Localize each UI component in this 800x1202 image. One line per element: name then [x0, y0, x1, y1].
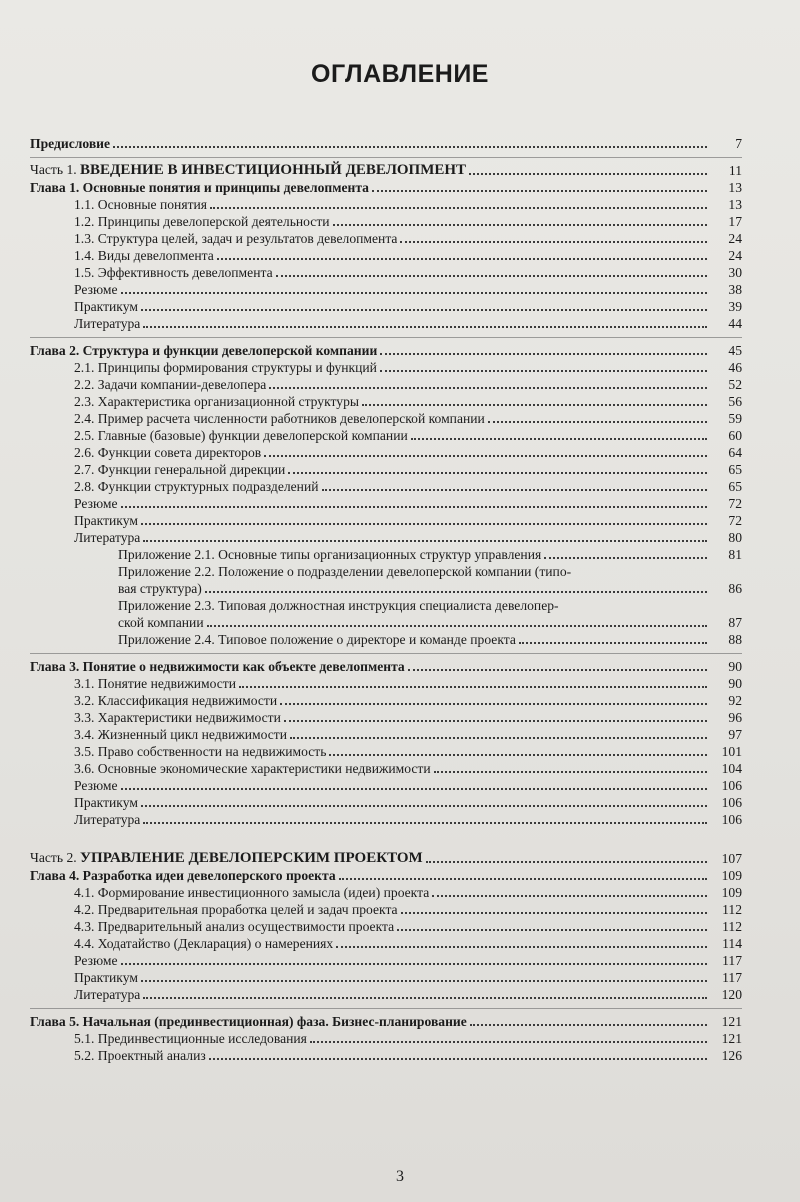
toc-entry-page: 90	[728, 659, 742, 674]
toc-entry-title: Резюме	[74, 496, 118, 511]
toc-entry-page: 107	[721, 851, 742, 866]
toc-entry-title: 2.7. Функции генеральной дирекции	[74, 462, 286, 477]
toc-entry	[30, 213, 742, 230]
toc-entry	[30, 614, 742, 631]
dot-leader	[519, 642, 707, 644]
dot-leader	[264, 455, 707, 457]
toc-entry	[30, 478, 742, 495]
toc-entry-page: 90	[728, 676, 742, 691]
toc-entry-page: 59	[728, 411, 742, 426]
toc-entry	[30, 631, 742, 648]
dot-leader	[432, 895, 707, 897]
toc-entry-title: 2.5. Главные (базовые) функции девелоперской компании	[74, 428, 408, 443]
toc-entry-title: Предисловие	[30, 136, 111, 151]
toc-entry-page: 97	[728, 727, 742, 742]
toc-entry-page: 106	[721, 795, 742, 810]
dot-leader	[469, 173, 707, 175]
toc-entry	[30, 884, 742, 901]
dot-leader	[380, 353, 707, 355]
toc-entry-title: Приложение 2.1. Основные типы организационных структур управления	[118, 547, 542, 562]
toc-entry-page: 24	[728, 248, 742, 263]
toc-entry-title: Резюме	[74, 953, 118, 968]
toc-entry-page: 65	[728, 479, 742, 494]
toc-entry	[30, 529, 742, 546]
toc-entry	[30, 760, 742, 777]
toc-entry-title: 2.4. Пример расчета численности работников девелоперской компании	[74, 411, 485, 426]
toc-entry	[30, 179, 742, 196]
toc-entry	[30, 281, 742, 298]
dot-leader	[322, 489, 707, 491]
toc-entry-title: Литература	[74, 987, 141, 1002]
toc-entry-title: Глава 3. Понятие о недвижимости как объекте девелопмента	[30, 659, 405, 674]
toc-entry-page: 17	[728, 214, 742, 229]
toc-entry-page: 30	[728, 265, 742, 280]
toc-entry	[30, 867, 742, 884]
dot-leader	[141, 805, 707, 807]
toc-entry	[30, 427, 742, 444]
page-number: 3	[396, 1168, 404, 1185]
toc-entry-page: 46	[728, 360, 742, 375]
toc-entry-title: Практикум	[74, 299, 138, 314]
toc-entry-page: 112	[722, 919, 742, 934]
toc-entry-title: 1.4. Виды девелопмента	[74, 248, 214, 263]
dot-leader	[329, 754, 707, 756]
toc-entry-page: 72	[728, 496, 742, 511]
toc-entry-title: 4.2. Предварительная проработка целей и задач проекта	[74, 902, 398, 917]
toc-entry-title: 1.2. Принципы девелоперской деятельности	[74, 214, 330, 229]
toc-entry	[30, 597, 742, 614]
toc-entry-page: 106	[721, 812, 742, 827]
toc-entry	[30, 1047, 742, 1064]
toc-entry	[30, 495, 742, 512]
toc-entry-title: 3.2. Классификация недвижимости	[74, 693, 278, 708]
toc-entry	[30, 298, 742, 315]
toc-entry-page: 64	[728, 445, 742, 460]
dot-leader	[121, 506, 707, 508]
dot-leader	[205, 591, 707, 593]
table-of-contents	[30, 135, 742, 1064]
toc-entry-title: Глава 4. Разработка идеи девелоперского проекта	[30, 868, 336, 883]
toc-entry-page: 120	[721, 987, 742, 1002]
toc-entry	[30, 901, 742, 918]
toc-entry	[30, 247, 742, 264]
dot-leader	[290, 737, 707, 739]
toc-entry-page: 86	[728, 581, 742, 596]
toc-entry-page: 56	[728, 394, 742, 409]
toc-entry-title: Литература	[74, 316, 141, 331]
dot-leader	[121, 788, 707, 790]
toc-entry-title: 3.5. Право собственности на недвижимость	[74, 744, 327, 759]
dot-leader	[276, 275, 707, 277]
toc-entry	[30, 935, 742, 952]
toc-entry-page: 7	[735, 136, 742, 151]
toc-entry-title: 3.4. Жизненный цикл недвижимости	[74, 727, 288, 742]
toc-entry-page: 117	[722, 953, 742, 968]
toc-entry-page: 87	[728, 615, 742, 630]
toc-entry-page: 38	[728, 282, 742, 297]
dot-leader	[141, 980, 707, 982]
dot-leader	[544, 557, 707, 559]
dot-leader	[113, 146, 707, 148]
toc-entry	[30, 918, 742, 935]
dot-leader	[280, 703, 707, 705]
toc-entry-page: 39	[728, 299, 742, 314]
toc-entry	[30, 264, 742, 281]
toc-entry-title: Приложение 2.4. Типовое положение о директоре и команде проекта	[118, 632, 516, 647]
toc-entry-page: 106	[721, 778, 742, 793]
section-gap	[30, 828, 742, 850]
toc-entry	[30, 952, 742, 969]
page-title: ОГЛАВЛЕНИЕ	[311, 60, 489, 88]
toc-entry-page: 72	[728, 513, 742, 528]
toc-entry-title: Практикум	[74, 795, 138, 810]
toc-entry-page: 101	[721, 744, 742, 759]
dot-leader	[207, 625, 707, 627]
toc-entry-title: вая структура)	[118, 581, 202, 596]
dot-leader	[121, 292, 707, 294]
toc-entry-title: Приложение 2.2. Положение о подразделении девелоперской компании (типо-	[118, 564, 572, 579]
dot-leader	[269, 387, 707, 389]
dot-leader	[239, 686, 707, 688]
toc-entry-title: 4.4. Ходатайство (Декларация) о намерениях	[74, 936, 334, 951]
toc-entry-title: Часть 2. УПРАВЛЕНИЕ ДЕВЕЛОПЕРСКИМ ПРОЕКТОМ	[30, 850, 423, 866]
toc-entry-title: 5.2. Проектный анализ	[74, 1048, 206, 1063]
dot-leader	[143, 540, 707, 542]
toc-entry-title: 4.3. Предварительный анализ осуществимости проекта	[74, 919, 395, 934]
toc-entry-title: 1.5. Эффективность девелопмента	[74, 265, 273, 280]
toc-entry-page: 121	[721, 1014, 742, 1029]
dot-leader	[339, 878, 707, 880]
toc-entry	[30, 726, 742, 743]
toc-entry	[30, 410, 742, 427]
dot-leader	[333, 224, 707, 226]
toc-entry-title: Глава 5. Начальная (прединвестиционная) фаза. Бизнес-планирование	[30, 1014, 467, 1029]
toc-entry-page: 65	[728, 462, 742, 477]
dot-leader	[397, 929, 707, 931]
toc-entry-title: 1.3. Структура целей, задач и результатов девелопмента	[74, 231, 398, 246]
toc-entry-page: 88	[728, 632, 742, 647]
toc-entry	[30, 777, 742, 794]
dot-leader	[310, 1041, 707, 1043]
toc-entry	[30, 811, 742, 828]
toc-entry-title: Резюме	[74, 282, 118, 297]
dot-leader	[434, 771, 707, 773]
toc-entry-title: 2.8. Функции структурных подразделений	[74, 479, 319, 494]
toc-entry-title: 3.6. Основные экономические характеристики недвижимости	[74, 761, 431, 776]
toc-entry-page: 52	[728, 377, 742, 392]
dot-leader	[121, 963, 707, 965]
dot-leader	[217, 258, 707, 260]
toc-entry-page: 109	[721, 868, 742, 883]
toc-entry-page: 104	[721, 761, 742, 776]
toc-entry	[30, 675, 742, 692]
toc-entry	[30, 230, 742, 247]
toc-entry-title: 3.1. Понятие недвижимости	[74, 676, 236, 691]
toc-entry-page: 45	[728, 343, 742, 358]
toc-entry	[30, 969, 742, 986]
toc-entry	[30, 342, 742, 359]
toc-entry-title: Литература	[74, 530, 141, 545]
dot-leader	[426, 861, 707, 863]
toc-entry-page: 117	[722, 970, 742, 985]
dot-leader	[362, 404, 707, 406]
toc-entry	[30, 658, 742, 675]
section-divider	[30, 653, 742, 654]
toc-entry-title: Приложение 2.3. Типовая должностная инструкция специалиста девелопер-	[118, 598, 559, 613]
toc-entry-page: 13	[728, 197, 742, 212]
toc-entry	[30, 196, 742, 213]
toc-entry-title: 5.1. Прединвестиционные исследования	[74, 1031, 307, 1046]
toc-entry-page: 112	[722, 902, 742, 917]
toc-entry-page: 81	[728, 547, 742, 562]
toc-entry-page: 60	[728, 428, 742, 443]
toc-entry-title: 2.2. Задачи компании-девелопера	[74, 377, 267, 392]
section-divider	[30, 1008, 742, 1009]
toc-entry	[30, 444, 742, 461]
toc-entry-title: Часть 1. ВВЕДЕНИЕ В ИНВЕСТИЦИОННЫЙ ДЕВЕЛОПМЕНТ	[30, 162, 467, 178]
section-divider	[30, 337, 742, 338]
toc-entry-title: Практикум	[74, 970, 138, 985]
toc-entry	[30, 359, 742, 376]
toc-entry-page: 44	[728, 316, 742, 331]
toc-entry-title: 2.6. Функции совета директоров	[74, 445, 262, 460]
toc-entry-page: 96	[728, 710, 742, 725]
dot-leader	[372, 190, 707, 192]
toc-entry-title: Глава 2. Структура и функции девелоперской компании	[30, 343, 378, 358]
toc-entry-title: 2.3. Характеристика организационной структуры	[74, 394, 360, 409]
toc-entry-page: 13	[728, 180, 742, 195]
dot-leader	[143, 326, 707, 328]
toc-entry	[30, 512, 742, 529]
toc-entry	[30, 709, 742, 726]
dot-leader	[400, 241, 707, 243]
toc-entry-title: 2.1. Принципы формирования структуры и функций	[74, 360, 377, 375]
toc-entry	[30, 986, 742, 1003]
dot-leader	[288, 472, 707, 474]
toc-entry-title: ской компании	[118, 615, 204, 630]
toc-entry-title: Литература	[74, 812, 141, 827]
toc-entry	[30, 162, 742, 179]
toc-entry-page: 11	[728, 163, 742, 178]
dot-leader	[210, 207, 707, 209]
toc-entry-page: 121	[721, 1031, 742, 1046]
dot-leader	[284, 720, 707, 722]
toc-entry-title: Глава 1. Основные понятия и принципы девелопмента	[30, 180, 369, 195]
toc-entry	[30, 580, 742, 597]
dot-leader	[141, 523, 707, 525]
dot-leader	[470, 1024, 707, 1026]
dot-leader	[488, 421, 707, 423]
dot-leader	[141, 309, 707, 311]
toc-entry-title: Резюме	[74, 778, 118, 793]
toc-entry-page: 80	[728, 530, 742, 545]
section-divider	[30, 157, 742, 158]
toc-entry	[30, 461, 742, 478]
toc-entry-title: 1.1. Основные понятия	[74, 197, 208, 212]
toc-entry-title: 4.1. Формирование инвестиционного замысла (идеи) проекта	[74, 885, 430, 900]
toc-entry	[30, 743, 742, 760]
toc-entry	[30, 692, 742, 709]
toc-entry	[30, 315, 742, 332]
toc-entry	[30, 1013, 742, 1030]
toc-entry	[30, 546, 742, 563]
toc-entry-page: 24	[728, 231, 742, 246]
toc-entry-page: 126	[721, 1048, 742, 1063]
toc-entry-title: 3.3. Характеристики недвижимости	[74, 710, 281, 725]
toc-entry	[30, 563, 742, 580]
toc-entry-title: Практикум	[74, 513, 138, 528]
dot-leader	[143, 997, 707, 999]
dot-leader	[336, 946, 707, 948]
toc-entry	[30, 1030, 742, 1047]
toc-entry	[30, 135, 742, 152]
toc-entry	[30, 376, 742, 393]
dot-leader	[143, 822, 707, 824]
toc-entry	[30, 393, 742, 410]
toc-entry	[30, 794, 742, 811]
dot-leader	[408, 669, 707, 671]
dot-leader	[380, 370, 707, 372]
toc-entry-page: 92	[728, 693, 742, 708]
toc-entry	[30, 850, 742, 867]
dot-leader	[411, 438, 707, 440]
toc-entry-page: 109	[721, 885, 742, 900]
toc-entry-page: 114	[722, 936, 742, 951]
dot-leader	[209, 1058, 707, 1060]
dot-leader	[401, 912, 707, 914]
